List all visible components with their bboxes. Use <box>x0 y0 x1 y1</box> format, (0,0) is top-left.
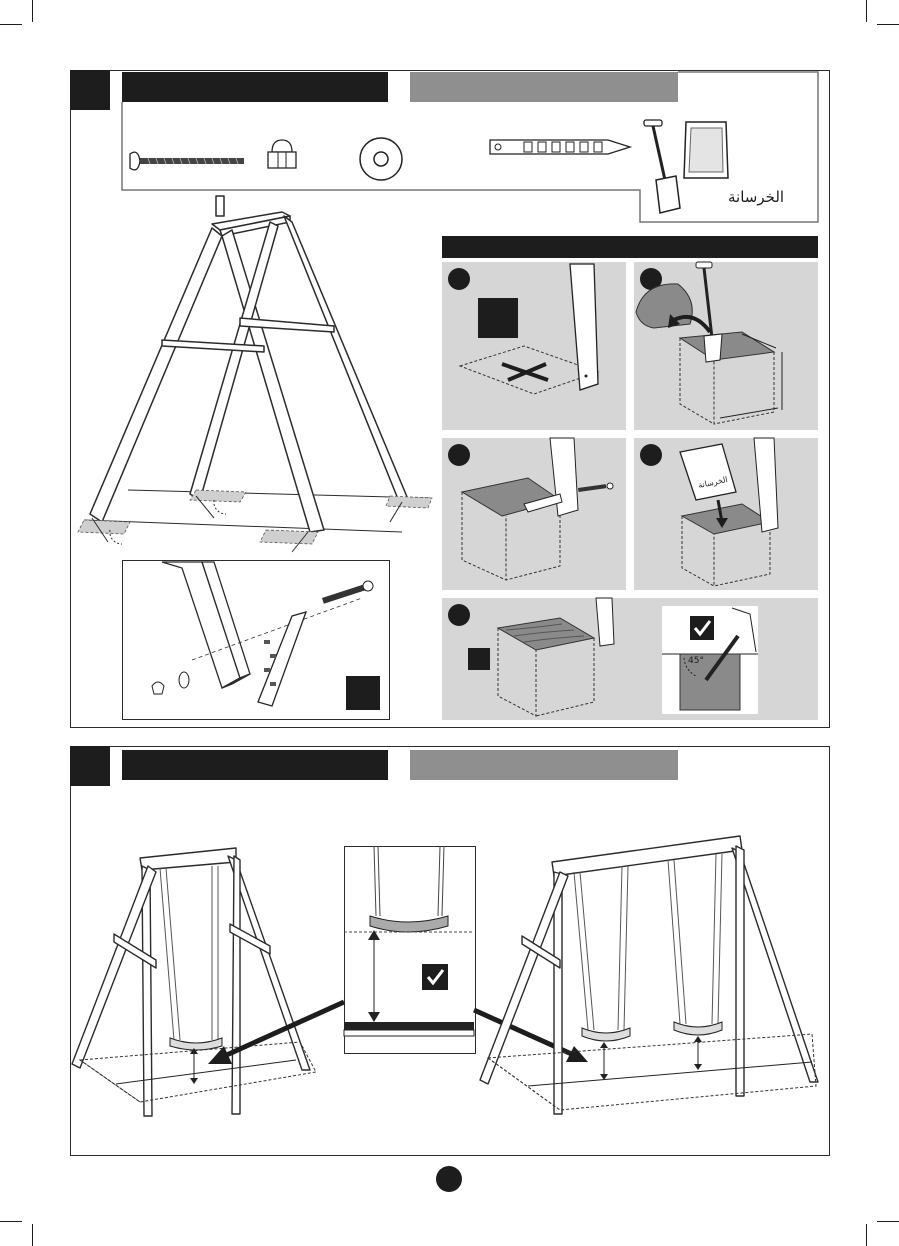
concrete-bag-label: الخرسانة <box>697 474 729 491</box>
concrete-label: الخرسانة <box>728 188 785 206</box>
page-number-dot <box>436 1166 462 1192</box>
angle-label: 45° <box>688 656 704 666</box>
